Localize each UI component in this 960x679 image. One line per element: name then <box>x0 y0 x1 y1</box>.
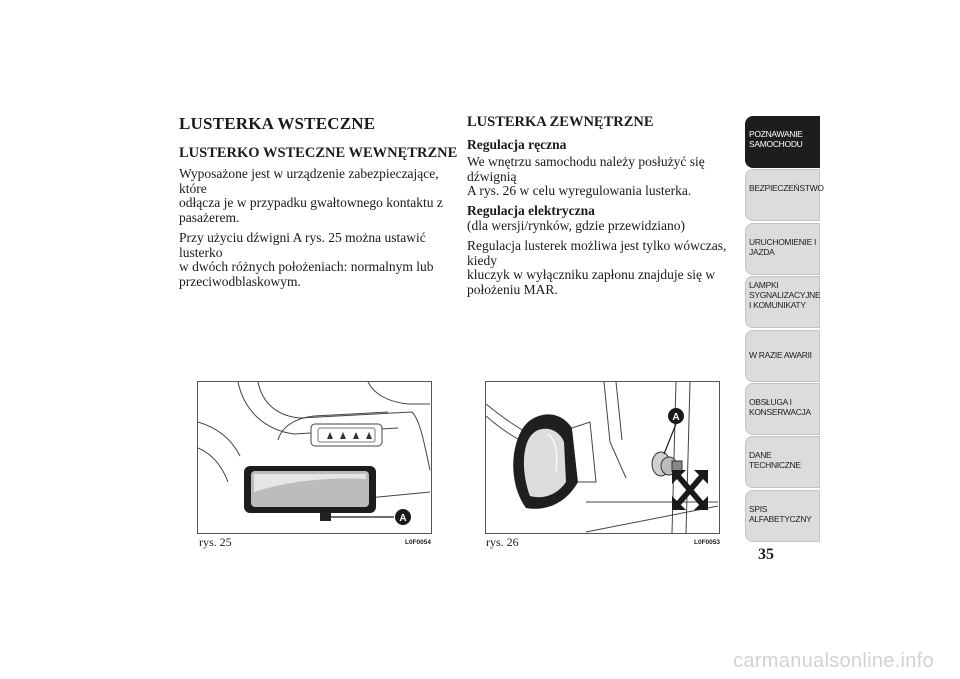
figure-26-code: L0F0053 <box>694 539 721 546</box>
tab-obsluga-i-konserwacja[interactable] <box>745 383 820 435</box>
section-title-exterior: LUSTERKA ZEWNĘTRZNE <box>467 114 654 130</box>
interior-mirror-illustration <box>198 382 431 533</box>
tab-label: DANE TECHNICZNE <box>749 450 801 471</box>
manual-adjust-text <box>467 155 742 199</box>
text-line: przeciwodblaskowym. <box>179 273 301 289</box>
text-line: w dwóch różnych położeniach: normalnym lub <box>179 259 434 274</box>
rear-view-mirror <box>244 466 376 521</box>
tab-label: POZNAWANIE SAMOCHODU <box>749 129 803 149</box>
paragraph-2 <box>179 231 459 289</box>
text-line: odłącza je w przypadku gwałtownego kontaktu z <box>179 195 443 210</box>
electric-adjust-note: (dla wersji/rynków, gdzie przewidziano) <box>467 217 686 233</box>
section-title: LUSTERKA WSTECZNE <box>179 114 376 133</box>
page-number: 35 <box>758 546 774 563</box>
text-line: Regulacja lusterek możliwa jest tylko wówczas, kiedy <box>467 238 727 268</box>
exterior-mirror-illustration <box>486 382 719 533</box>
tab-w-razie-awarii[interactable] <box>745 330 820 382</box>
tab-label: BEZPIECZEŃSTWO <box>749 183 824 194</box>
figure-26-exterior-mirror <box>485 381 720 534</box>
tab-label: LAMPKI SYGNALIZACYJNE I KOMUNIKATY <box>749 280 821 311</box>
tab-label: SPIS ALFABETYCZNY <box>749 503 812 524</box>
manual-adjust-heading: Regulacja ręczna <box>467 137 567 152</box>
dome-light-panel <box>311 424 382 446</box>
callout-label: A <box>399 513 407 524</box>
right-column <box>467 114 742 297</box>
tab-poznawanie-samochodu[interactable] <box>745 116 820 168</box>
watermark-footer <box>0 650 960 679</box>
tab-label: OBSŁUGA I KONSERWACJA <box>749 396 811 417</box>
tab-bezpieczenstwo[interactable] <box>745 169 824 221</box>
text-line: położeniu MAR. <box>467 281 558 297</box>
figure-25-interior-mirror <box>197 381 432 534</box>
tab-lampki-sygnalizacyjne[interactable] <box>745 276 820 328</box>
watermark-text: carmanualsonline.info <box>733 650 934 672</box>
text-line: pasażerem. <box>179 209 240 225</box>
tab-label: URUCHOMIENIE I JAZDA <box>749 236 817 257</box>
callout-label: A <box>672 412 680 423</box>
text-line: We wnętrzu samochodu należy posłużyć się dźwignią <box>467 154 705 184</box>
text-line: A rys. 26 w celu wyregulowania lusterka. <box>467 183 692 198</box>
tab-label: W RAZIE AWARII <box>749 349 812 360</box>
paragraph-1 <box>179 167 459 225</box>
chapter-tabs <box>745 116 824 543</box>
text-line: Przy użyciu dźwigni A rys. 25 można ustawić lusterko <box>179 230 426 260</box>
figure-25-code: L0F0054 <box>405 539 432 546</box>
mirror-housing <box>513 414 596 508</box>
figure-26-caption: rys. 26 <box>486 535 519 549</box>
electric-adjust-text <box>467 239 742 297</box>
electric-adjust-heading: Regulacja elektryczna <box>467 202 595 218</box>
subsection-title: LUSTERKO WSTECZNE WEWNĘTRZNE <box>179 145 458 161</box>
figure-25-caption: rys. 25 <box>199 535 232 549</box>
direction-arrows-icon <box>672 470 708 510</box>
tab-uruchomienie-i-jazda[interactable] <box>745 223 820 275</box>
tab-dane-techniczne[interactable] <box>745 436 820 488</box>
text-line: kluczyk w wyłączniku zapłonu znajduje się w <box>467 267 716 282</box>
left-column <box>179 114 459 289</box>
tab-spis-alfabetyczny[interactable] <box>745 490 820 542</box>
text-line: Wyposażone jest w urządzenie zabezpieczające, które <box>179 166 439 196</box>
